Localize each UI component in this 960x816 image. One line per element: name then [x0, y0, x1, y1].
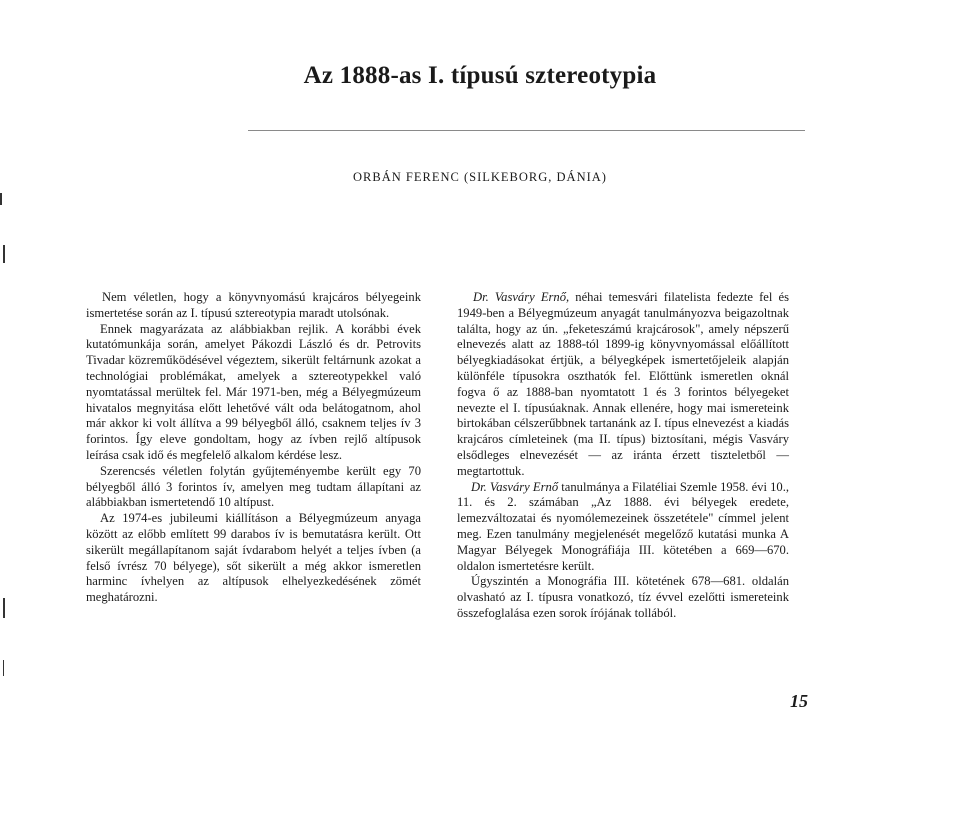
scan-edge-mark	[3, 660, 4, 676]
paragraph	[457, 480, 789, 575]
author-line: ORBÁN FERENC (SILKEBORG, DÁNIA)	[353, 170, 607, 184]
scan-edge-mark	[0, 193, 2, 205]
paragraph: Az 1974-es jubileumi kiállításon a Bélyegmúzeum anyaga között az előbb említett 99 darabos ív is bemutatásra került. Ott sikerült megállapítanom saját ívdarabom helyét a teljes ívben (a felső ívrész 70 bélyege), sőt sikerült a még akkor ismeretlen harminc ívhelyen az altípusok elhelyezkedésének zömét meghatározni.	[86, 511, 421, 605]
right-column	[457, 290, 789, 622]
paragraph	[457, 290, 789, 480]
scan-edge-mark	[3, 245, 5, 263]
title-divider	[248, 130, 805, 131]
left-column	[86, 290, 421, 606]
page-title: Az 1888-as I. típusú sztereotypia	[303, 62, 657, 89]
paragraph: Úgyszintén a Monográfia III. kötetének 678—681. oldalán olvasható az I. típusra vonatkozó, tíz évvel ezelőtti ismereteink összefoglalása ezen sorok írójának tollából.	[457, 574, 789, 620]
page-number: 15	[790, 691, 808, 711]
paragraph-text: tanulmánya a Filatéliai Szemle 1958. évi 10., 11. és 2. számában „Az 1888. évi bélyegek eredete, lemezváltozatai és nyomólemezeinek összetétele" címmel jelent meg. Ezen tanulmány megjelenését megelőző kutatási munka A Magyar Bélyegek Monográfiája III. kötetében a 669—670. oldalon ismertetésre került.	[457, 479, 789, 573]
author-reference: Dr. Vasváry Ernő,	[473, 290, 570, 304]
paragraph-text: néhai temesvári filatelista fedezte fel és 1949-ben a Bélyegmúzeum anyagát tanulmányozva beigazoltnak találta, hogy az ún. „feketeszámú krajcárosok", amely népszerű elnevezés alatt az 1888-tól 1899-ig könyvnyomással előállított bélyegkiadásokat értjük, a bélyegképek ismertetőjeleik alapján különféle típusokra oszthatók fel. Előttünk ismeretlen oknál fogva ő az 1888-ban nyomtatott 1 és 3 forintos bélyegeket nevezte el I. típusúaknak. Annak ellenére, hogy mai ismereteink birtokában célszerűbbnek tartanánk az I. típus elnevezést a kiadás krajcáros címleteinek (ma II. típus) biztosítani, mégis Vasváry elsődleges elnevezését — az iránta érzett tiszteletből — megtartottuk.	[457, 290, 789, 478]
scan-edge-mark	[3, 598, 5, 618]
paragraph: Szerencsés véletlen folytán gyűjteményembe került egy 70 bélyegből álló 3 forintos ív, amelyen meg tudtam állapítani az alábbiakban ismertetendő 10 altípust.	[86, 463, 421, 510]
paragraph: Ennek magyarázata az alábbiakban rejlik. A korábbi évek kutatómunkája során, amelyet Pákozdi László és dr. Petrovits Tivadar közreműködésével végeztem, sikerült feltárnunk azokat a technológiai problémákat, amelyek a sztereotypekkel való nyomtatással merültek fel. Már 1971-ben, még a Bélyegmúzeum hivatalos megnyitása előtt lehetővé vált oda belátogatnom, ahol már akkor ki volt állítva a 99 bélyegből álló, csaknem teljes ív 3 forintos. Így eleve gondoltam, hogy az ívben rejlő altípusok leírása csak idő és megfelelő alkalom kérdése lesz.	[86, 321, 421, 462]
author-reference: Dr. Vasváry Ernő	[471, 479, 559, 494]
paragraph: Nem véletlen, hogy a könyvnyomású krajcáros bélyegeink ismertetése során az I. típusú sztereotypia maradt utolsónak.	[86, 290, 421, 320]
